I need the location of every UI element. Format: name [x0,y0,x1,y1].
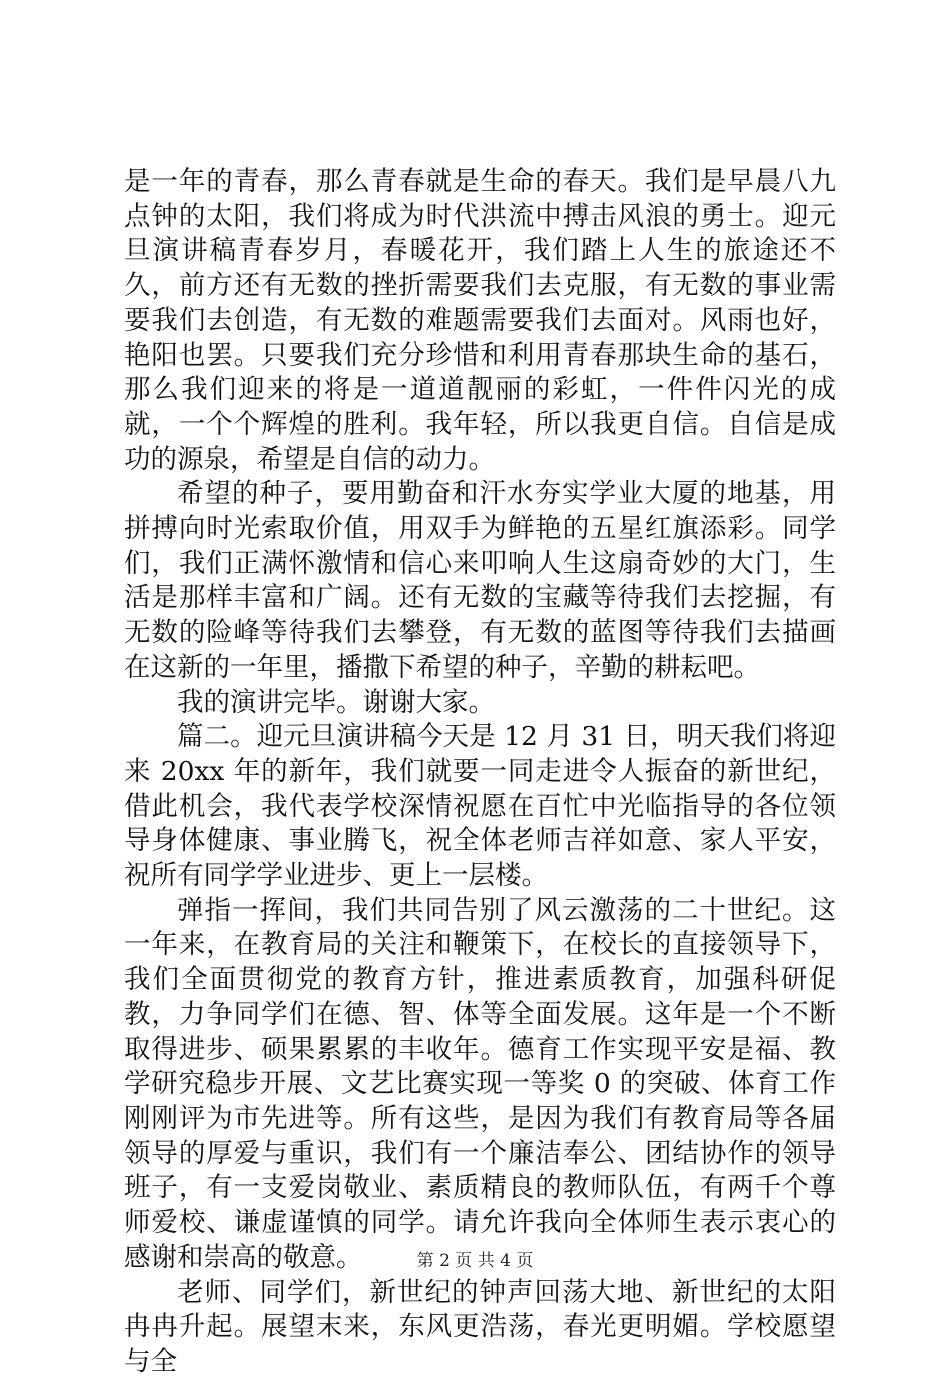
page-number-footer: 第 2 页 共 4 页 [416,1251,534,1271]
paragraph-2: 希望的种子，要用勤奋和汗水夯实学业大厦的地基，用拼搏向时光索取价值，用双手为鲜艳的五星红旗添彩。同学们，我们正满怀激情和信心来叩响人生这扇奇妙的大门，生活是那样丰富和广阔。还有无数的宝藏等待我们去挖掘，有无数的险峰等待我们去攀登，有无数的蓝图等待我们去描画在这新的一年里，播撒下希望的种子，辛勤的耕耘吧。 [124,478,836,683]
paragraph-1: 是一年的青春，那么青春就是生命的春天。我们是早晨八九点钟的太阳，我们将成为时代洪流中搏击风浪的勇士。迎元旦演讲稿青春岁月，春暖花开，我们踏上人生的旅途还不久，前方还有无数的挫折需要我们去克服，有无数的事业需要我们去创造，有无数的难题需要我们去面对。风雨也好，艳阳也罢。只要我们充分珍惜和利用青春那块生命的基石，那么我们迎来的将是一道道靓丽的彩虹，一件件闪光的成就，一个个辉煌的胜利。我年轻，所以我更自信。自信是成功的源泉，希望是自信的动力。 [124,166,836,475]
paragraph-5: 弹指一挥间，我们共同告别了风云激荡的二十世纪。这一年来，在教育局的关注和鞭策下，在校长的直接领导下，我们全面贯彻党的教育方针，推进素质教育，加强科研促教，力争同学们在德、智、体等全面发展。这年是一个不断取得进步、硕果累累的丰收年。德育工作实现平安是福、教学研究稳步开展、文艺比赛实现一等奖 0 的突破、体育工作刚刚评为市先进等。所有这些，是因为我们有教育局等各届领导的厚爱与重识，我们有一个廉洁奉公、团结协作的领导班子，有一支爱岗敬业、素质精良的教师队伍，有两千个尊师爱校、谦虚谨慎的同学。请允许我向全体师生表示衷心的感谢和崇高的敬意。 [124,894,836,1273]
paragraph-6: 老师、同学们，新世纪的钟声回荡大地、新世纪的太阳冉冉升起。展望末来，东风更浩荡，春光更明媚。学校愿望与全 [124,1276,836,1377]
paragraph-3: 我的演讲完毕。谢谢大家。 [177,686,495,718]
document-body [124,165,836,1380]
paragraph-4: 篇二。迎元旦演讲稿今天是 12 月 31 日，明天我们将迎来 20xx 年的新年，我们就要一同走进令人振奋的新世纪，借此机会，我代表学校深情祝愿在百忙中光临指导的各位领导身体健康、事业腾飞，祝全体老师吉祥如意、家人平安，祝所有同学学业进步、更上一层楼。 [124,721,836,892]
